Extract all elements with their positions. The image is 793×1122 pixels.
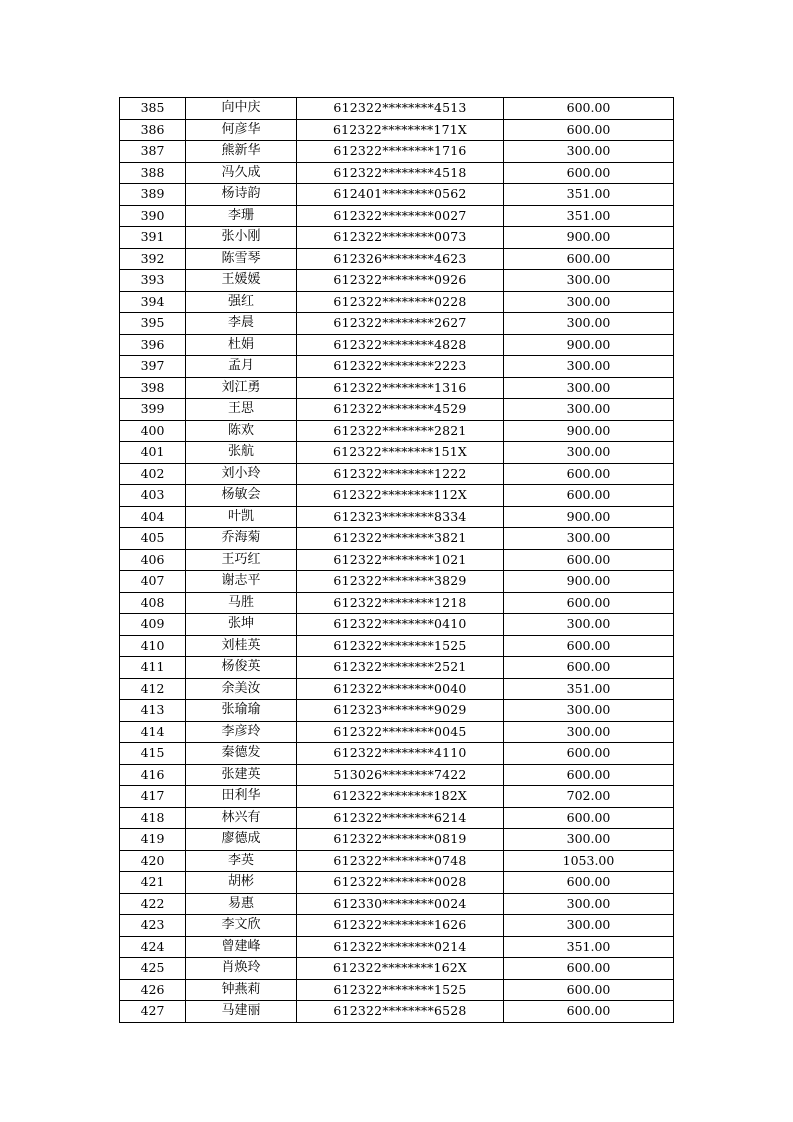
amount-cell: 1053.00: [504, 850, 674, 872]
amount-cell: 600.00: [504, 463, 674, 485]
table-row: [120, 872, 674, 894]
row-number-cell: 422: [120, 893, 186, 915]
id-number-cell: 612322********0027: [297, 205, 504, 227]
id-number-cell: 612322********0410: [297, 614, 504, 636]
row-number-cell: 427: [120, 1001, 186, 1023]
table-row: [120, 227, 674, 249]
person-name-cell: 向中庆: [186, 98, 297, 120]
amount-cell: 900.00: [504, 334, 674, 356]
person-name-cell: 张小刚: [186, 227, 297, 249]
table-row: [120, 958, 674, 980]
table-row: [120, 291, 674, 313]
person-name-cell: 谢志平: [186, 571, 297, 593]
row-number-cell: 401: [120, 442, 186, 464]
amount-cell: 900.00: [504, 506, 674, 528]
row-number-cell: 417: [120, 786, 186, 808]
row-number-cell: 403: [120, 485, 186, 507]
table-row: [120, 356, 674, 378]
table-row: [120, 743, 674, 765]
amount-cell: 600.00: [504, 592, 674, 614]
amount-cell: 600.00: [504, 98, 674, 120]
row-number-cell: 395: [120, 313, 186, 335]
person-name-cell: 余美汝: [186, 678, 297, 700]
amount-cell: 300.00: [504, 700, 674, 722]
id-number-cell: 612322********4513: [297, 98, 504, 120]
id-number-cell: 513026********7422: [297, 764, 504, 786]
row-number-cell: 421: [120, 872, 186, 894]
row-number-cell: 402: [120, 463, 186, 485]
id-number-cell: 612322********0045: [297, 721, 504, 743]
amount-cell: 900.00: [504, 227, 674, 249]
table-row: [120, 829, 674, 851]
table-row: [120, 721, 674, 743]
row-number-cell: 405: [120, 528, 186, 550]
table-row: [120, 399, 674, 421]
amount-cell: 600.00: [504, 764, 674, 786]
row-number-cell: 423: [120, 915, 186, 937]
person-name-cell: 陈雪琴: [186, 248, 297, 270]
row-number-cell: 399: [120, 399, 186, 421]
amount-cell: 300.00: [504, 721, 674, 743]
id-number-cell: 612322********1218: [297, 592, 504, 614]
table-row: [120, 1001, 674, 1023]
table-row: [120, 420, 674, 442]
person-name-cell: 李文欣: [186, 915, 297, 937]
table-row: [120, 248, 674, 270]
person-name-cell: 张瑜瑜: [186, 700, 297, 722]
person-name-cell: 王思: [186, 399, 297, 421]
person-name-cell: 冯久成: [186, 162, 297, 184]
id-number-cell: 612322********2223: [297, 356, 504, 378]
row-number-cell: 404: [120, 506, 186, 528]
id-number-cell: 612322********112X: [297, 485, 504, 507]
row-number-cell: 398: [120, 377, 186, 399]
amount-cell: 600.00: [504, 485, 674, 507]
row-number-cell: 414: [120, 721, 186, 743]
row-number-cell: 420: [120, 850, 186, 872]
person-name-cell: 杜娟: [186, 334, 297, 356]
amount-cell: 900.00: [504, 420, 674, 442]
amount-cell: 600.00: [504, 657, 674, 679]
amount-cell: 600.00: [504, 549, 674, 571]
row-number-cell: 407: [120, 571, 186, 593]
amount-cell: 300.00: [504, 829, 674, 851]
person-name-cell: 胡彬: [186, 872, 297, 894]
id-number-cell: 612323********9029: [297, 700, 504, 722]
table-row: [120, 657, 674, 679]
amount-cell: 600.00: [504, 119, 674, 141]
table-row: [120, 850, 674, 872]
id-number-cell: 612322********1222: [297, 463, 504, 485]
id-number-cell: 612322********0214: [297, 936, 504, 958]
table-row: [120, 485, 674, 507]
table-row: [120, 893, 674, 915]
row-number-cell: 394: [120, 291, 186, 313]
table-row: [120, 635, 674, 657]
person-name-cell: 乔海菊: [186, 528, 297, 550]
id-number-cell: 612322********2521: [297, 657, 504, 679]
table-row: [120, 334, 674, 356]
row-number-cell: 411: [120, 657, 186, 679]
person-name-cell: 张航: [186, 442, 297, 464]
table-row: [120, 377, 674, 399]
person-name-cell: 李晨: [186, 313, 297, 335]
person-name-cell: 何彦华: [186, 119, 297, 141]
amount-cell: 300.00: [504, 377, 674, 399]
table-row: [120, 915, 674, 937]
amount-cell: 600.00: [504, 743, 674, 765]
amount-cell: 300.00: [504, 614, 674, 636]
person-name-cell: 廖德成: [186, 829, 297, 851]
roster-table-body: [120, 98, 674, 1023]
id-number-cell: 612322********3829: [297, 571, 504, 593]
row-number-cell: 425: [120, 958, 186, 980]
person-name-cell: 李珊: [186, 205, 297, 227]
row-number-cell: 418: [120, 807, 186, 829]
row-number-cell: 386: [120, 119, 186, 141]
table-row: [120, 442, 674, 464]
row-number-cell: 397: [120, 356, 186, 378]
amount-cell: 300.00: [504, 442, 674, 464]
id-number-cell: 612322********2627: [297, 313, 504, 335]
roster-table: [119, 97, 674, 1023]
person-name-cell: 王巧红: [186, 549, 297, 571]
amount-cell: 300.00: [504, 915, 674, 937]
person-name-cell: 叶凯: [186, 506, 297, 528]
id-number-cell: 612322********0228: [297, 291, 504, 313]
person-name-cell: 秦德发: [186, 743, 297, 765]
table-row: [120, 807, 674, 829]
row-number-cell: 424: [120, 936, 186, 958]
id-number-cell: 612322********162X: [297, 958, 504, 980]
id-number-cell: 612322********171X: [297, 119, 504, 141]
person-name-cell: 马建丽: [186, 1001, 297, 1023]
table-row: [120, 786, 674, 808]
row-number-cell: 426: [120, 979, 186, 1001]
person-name-cell: 马胜: [186, 592, 297, 614]
row-number-cell: 416: [120, 764, 186, 786]
row-number-cell: 412: [120, 678, 186, 700]
id-number-cell: 612323********8334: [297, 506, 504, 528]
row-number-cell: 391: [120, 227, 186, 249]
person-name-cell: 杨诗韵: [186, 184, 297, 206]
id-number-cell: 612322********3821: [297, 528, 504, 550]
amount-cell: 600.00: [504, 248, 674, 270]
id-number-cell: 612322********0748: [297, 850, 504, 872]
amount-cell: 600.00: [504, 958, 674, 980]
id-number-cell: 612326********4623: [297, 248, 504, 270]
amount-cell: 300.00: [504, 528, 674, 550]
id-number-cell: 612401********0562: [297, 184, 504, 206]
amount-cell: 600.00: [504, 162, 674, 184]
person-name-cell: 杨敏会: [186, 485, 297, 507]
id-number-cell: 612322********151X: [297, 442, 504, 464]
table-row: [120, 528, 674, 550]
person-name-cell: 陈欢: [186, 420, 297, 442]
id-number-cell: 612322********0040: [297, 678, 504, 700]
id-number-cell: 612322********182X: [297, 786, 504, 808]
table-row: [120, 205, 674, 227]
id-number-cell: 612322********4828: [297, 334, 504, 356]
person-name-cell: 熊新华: [186, 141, 297, 163]
amount-cell: 600.00: [504, 1001, 674, 1023]
amount-cell: 300.00: [504, 399, 674, 421]
person-name-cell: 张坤: [186, 614, 297, 636]
row-number-cell: 415: [120, 743, 186, 765]
row-number-cell: 396: [120, 334, 186, 356]
amount-cell: 300.00: [504, 270, 674, 292]
table-row: [120, 592, 674, 614]
row-number-cell: 393: [120, 270, 186, 292]
amount-cell: 600.00: [504, 635, 674, 657]
person-name-cell: 田利华: [186, 786, 297, 808]
table-row: [120, 506, 674, 528]
person-name-cell: 张建英: [186, 764, 297, 786]
amount-cell: 351.00: [504, 184, 674, 206]
row-number-cell: 390: [120, 205, 186, 227]
amount-cell: 600.00: [504, 807, 674, 829]
row-number-cell: 400: [120, 420, 186, 442]
amount-cell: 351.00: [504, 936, 674, 958]
person-name-cell: 林兴有: [186, 807, 297, 829]
id-number-cell: 612322********0926: [297, 270, 504, 292]
amount-cell: 300.00: [504, 291, 674, 313]
row-number-cell: 413: [120, 700, 186, 722]
id-number-cell: 612322********0028: [297, 872, 504, 894]
person-name-cell: 李英: [186, 850, 297, 872]
row-number-cell: 388: [120, 162, 186, 184]
person-name-cell: 钟燕莉: [186, 979, 297, 1001]
amount-cell: 900.00: [504, 571, 674, 593]
id-number-cell: 612330********0024: [297, 893, 504, 915]
id-number-cell: 612322********1525: [297, 979, 504, 1001]
person-name-cell: 曾建峰: [186, 936, 297, 958]
table-row: [120, 463, 674, 485]
amount-cell: 300.00: [504, 313, 674, 335]
amount-cell: 300.00: [504, 893, 674, 915]
table-row: [120, 678, 674, 700]
id-number-cell: 612322********1716: [297, 141, 504, 163]
table-row: [120, 184, 674, 206]
id-number-cell: 612322********0819: [297, 829, 504, 851]
amount-cell: 702.00: [504, 786, 674, 808]
table-row: [120, 549, 674, 571]
amount-cell: 300.00: [504, 356, 674, 378]
id-number-cell: 612322********1021: [297, 549, 504, 571]
person-name-cell: 杨俊英: [186, 657, 297, 679]
amount-cell: 300.00: [504, 141, 674, 163]
table-row: [120, 119, 674, 141]
row-number-cell: 389: [120, 184, 186, 206]
table-row: [120, 313, 674, 335]
table-row: [120, 700, 674, 722]
person-name-cell: 刘江勇: [186, 377, 297, 399]
row-number-cell: 385: [120, 98, 186, 120]
row-number-cell: 392: [120, 248, 186, 270]
row-number-cell: 419: [120, 829, 186, 851]
person-name-cell: 肖焕玲: [186, 958, 297, 980]
table-row: [120, 141, 674, 163]
table-row: [120, 571, 674, 593]
id-number-cell: 612322********4529: [297, 399, 504, 421]
row-number-cell: 406: [120, 549, 186, 571]
person-name-cell: 刘桂英: [186, 635, 297, 657]
amount-cell: 351.00: [504, 205, 674, 227]
row-number-cell: 387: [120, 141, 186, 163]
id-number-cell: 612322********6528: [297, 1001, 504, 1023]
table-row: [120, 936, 674, 958]
amount-cell: 600.00: [504, 979, 674, 1001]
id-number-cell: 612322********6214: [297, 807, 504, 829]
table-row: [120, 98, 674, 120]
table-row: [120, 614, 674, 636]
id-number-cell: 612322********1316: [297, 377, 504, 399]
id-number-cell: 612322********2821: [297, 420, 504, 442]
amount-cell: 600.00: [504, 872, 674, 894]
row-number-cell: 409: [120, 614, 186, 636]
person-name-cell: 孟月: [186, 356, 297, 378]
id-number-cell: 612322********1626: [297, 915, 504, 937]
id-number-cell: 612322********4110: [297, 743, 504, 765]
amount-cell: 351.00: [504, 678, 674, 700]
id-number-cell: 612322********4518: [297, 162, 504, 184]
person-name-cell: 李彦玲: [186, 721, 297, 743]
row-number-cell: 408: [120, 592, 186, 614]
table-row: [120, 764, 674, 786]
table-row: [120, 270, 674, 292]
id-number-cell: 612322********0073: [297, 227, 504, 249]
table-row: [120, 979, 674, 1001]
person-name-cell: 强红: [186, 291, 297, 313]
person-name-cell: 易惠: [186, 893, 297, 915]
table-row: [120, 162, 674, 184]
person-name-cell: 刘小玲: [186, 463, 297, 485]
person-name-cell: 王媛媛: [186, 270, 297, 292]
id-number-cell: 612322********1525: [297, 635, 504, 657]
row-number-cell: 410: [120, 635, 186, 657]
